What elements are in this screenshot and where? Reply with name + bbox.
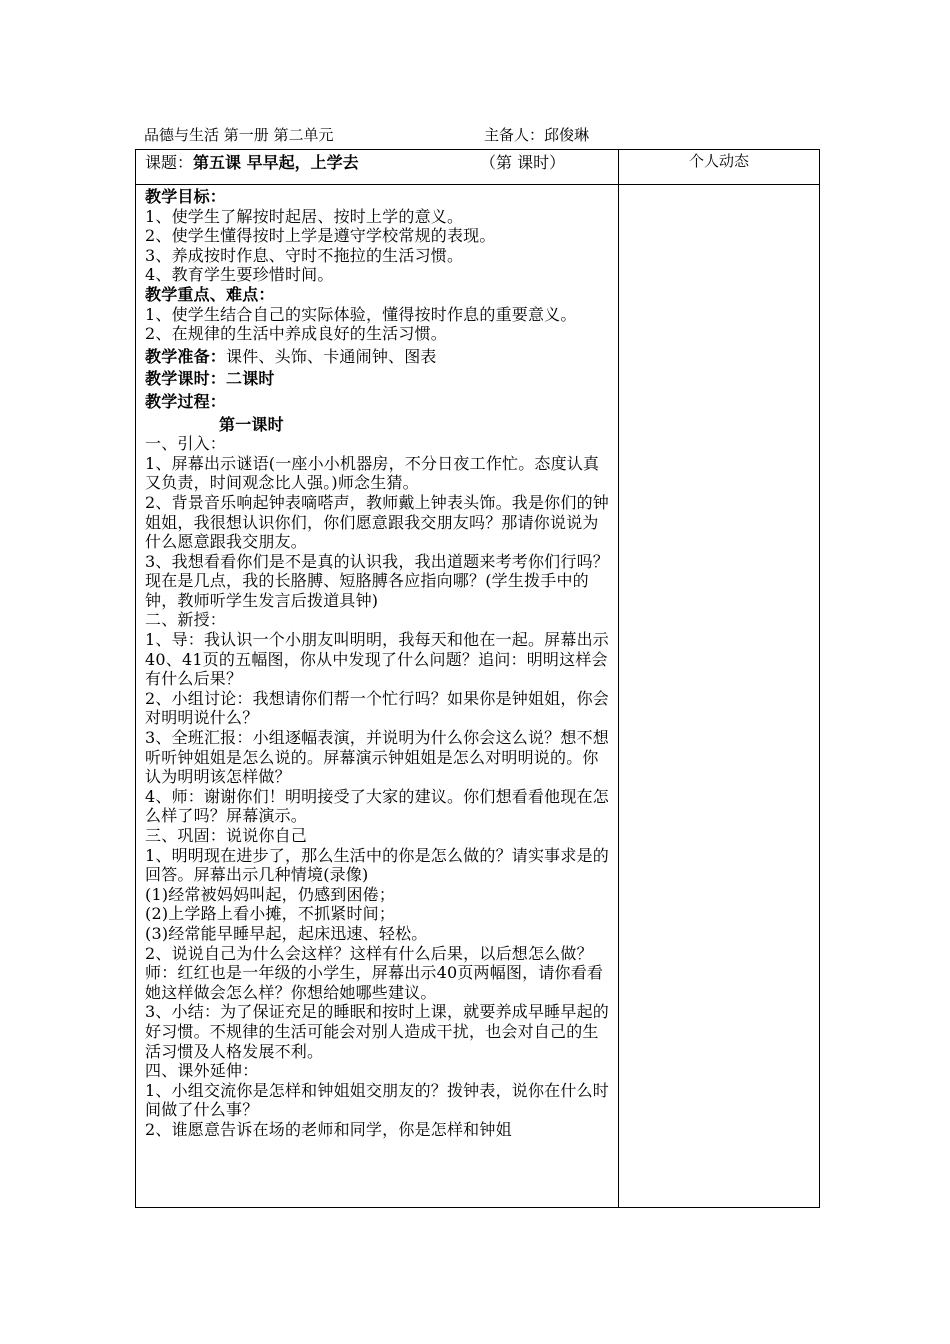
process-paragraph: 四、课外延伸： xyxy=(145,1061,259,1081)
title-label: 课题： xyxy=(145,153,194,172)
process-heading: 教学过程： xyxy=(145,391,227,411)
lesson-title-cell xyxy=(136,150,619,185)
preparer-info: 主备人：邱俊琳 xyxy=(484,126,590,144)
subject-info: 品德与生活 第一册 第二单元 xyxy=(144,126,334,144)
lesson-title: 第五课 早早起，上学去 xyxy=(193,153,359,172)
lesson-content xyxy=(136,185,618,1140)
keypoint-item: 2、在规律的生活中养成良好的生活习惯。 xyxy=(145,324,447,344)
keypoint-item: 1、使学生结合自己的实际体验，懂得按时作息的重要意义。 xyxy=(145,304,577,324)
process-paragraph: 1、屏幕出示谜语(一座小小机器房，不分日夜工作忙。态度认真又负责，时间观念比人强。)师念生猜。 xyxy=(145,453,600,493)
process-paragraph: 三、巩固：说说你自己 xyxy=(145,826,308,845)
prep-label: 教学准备： xyxy=(145,346,227,366)
prep-line xyxy=(145,347,610,367)
keypoints-heading: 教学重点、难点： xyxy=(145,284,275,304)
goal-item: 2、使学生懂得按时上学是遵守学校常规的表现。 xyxy=(145,226,496,246)
process-paragraph: 3、我想看看你们是不是真的认识我，我出道题来考考你们行吗？现在是几点，我的长胳膊、短胳膊各应指向哪？(学生拨手中的钟，教师听学生发言后拨道具钟) xyxy=(145,551,609,610)
lesson-body-cell xyxy=(136,185,619,1208)
side-column-body xyxy=(619,185,820,1208)
goals-heading: 教学目标： xyxy=(145,187,227,206)
process-paragraph: 3、小结：为了保证充足的睡眠和按时上课，就要养成早睡早起的好习惯。不规律的生活可能会对别人造成干扰，也会对自己的生活习惯及人格发展不利。 xyxy=(145,1002,609,1061)
process-paragraph: (1)经常被妈妈叫起，仍感到困倦； xyxy=(145,884,396,904)
goal-item: 3、养成按时作息、守时不拖拉的生活习惯。 xyxy=(145,245,464,265)
process-paragraph: 师：红红也是一年级的小学生，屏幕出示40页两幅图，请你看看她这样做会怎么样？你想给她哪些建议。 xyxy=(145,963,604,1002)
process-paragraph: 2、说说自己为什么会这样？这样有什么后果，以后想怎么做？ xyxy=(145,943,593,963)
goal-item: 1、使学生了解按时起居、按时上学的意义。 xyxy=(145,206,464,226)
process-paragraph: 1、导：我认识一个小朋友叫明明，我每天和他在一起。屏幕出示40、41页的五幅图，你从中发现了什么问题？追问：明明这样会有什么后果？ xyxy=(145,630,609,689)
process-paragraph: (3)经常能早睡早起，起床迅速、轻松。 xyxy=(145,923,428,943)
process-paragraph: 2、背景音乐响起钟表嘀嗒声，教师戴上钟表头饰。我是你们的钟姐姐，我很想认识你们，你们愿意跟我交朋友吗？那请你说说为什么愿意跟我交朋友。 xyxy=(145,492,609,552)
hours-label: 教学课时： xyxy=(145,369,227,389)
process-paragraph: 一、引入： xyxy=(145,434,227,454)
process-paragraph: 3、全班汇报：小组逐幅表演，并说明为什么你会这么说？想不想听听钟姐姐是怎么说的。屏幕演示钟姐姐是怎么对明明说的。你认为明明该怎样做？ xyxy=(145,728,609,787)
process-paragraph: (2)上学路上看小摊，不抓紧时间； xyxy=(145,904,396,924)
hours-line xyxy=(145,369,610,389)
process-paragraph: 2、谁愿意告诉在场的老师和同学，你是怎样和钟姐 xyxy=(145,1119,512,1139)
process-paragraph: 二、新授： xyxy=(145,610,227,630)
prep-text: 课件、头饰、卡通闹钟、图表 xyxy=(226,346,437,366)
process-paragraph: 1、小组交流你是怎样和钟姐姐交朋友的？拨钟表，说你在什么时间做了什么事？ xyxy=(145,1080,609,1120)
process-paragraph: 2、小组讨论：我想请你们帮一个忙行吗？如果你是钟姐姐，你会对明明说什么？ xyxy=(145,688,609,728)
process-paragraph: 4、师：谢谢你们！明明接受了大家的建议。你们想看看他现在怎么样了吗？屏幕演示。 xyxy=(145,786,609,826)
hours-text: 二课时 xyxy=(226,369,275,389)
side-column-header: 个人动态 xyxy=(619,150,820,185)
page-header xyxy=(144,124,824,146)
goal-item: 4、教育学生要珍惜时间。 xyxy=(145,265,334,285)
process-paragraph: 1、明明现在进步了，那么生活中的你是怎么做的？请实事求是的回答。屏幕出示几种情境(录像) xyxy=(145,845,609,885)
lesson-period: （第 课时） xyxy=(480,153,566,172)
lesson-plan-table xyxy=(135,149,820,1208)
lesson-one-heading: 第一课时 xyxy=(219,414,284,434)
